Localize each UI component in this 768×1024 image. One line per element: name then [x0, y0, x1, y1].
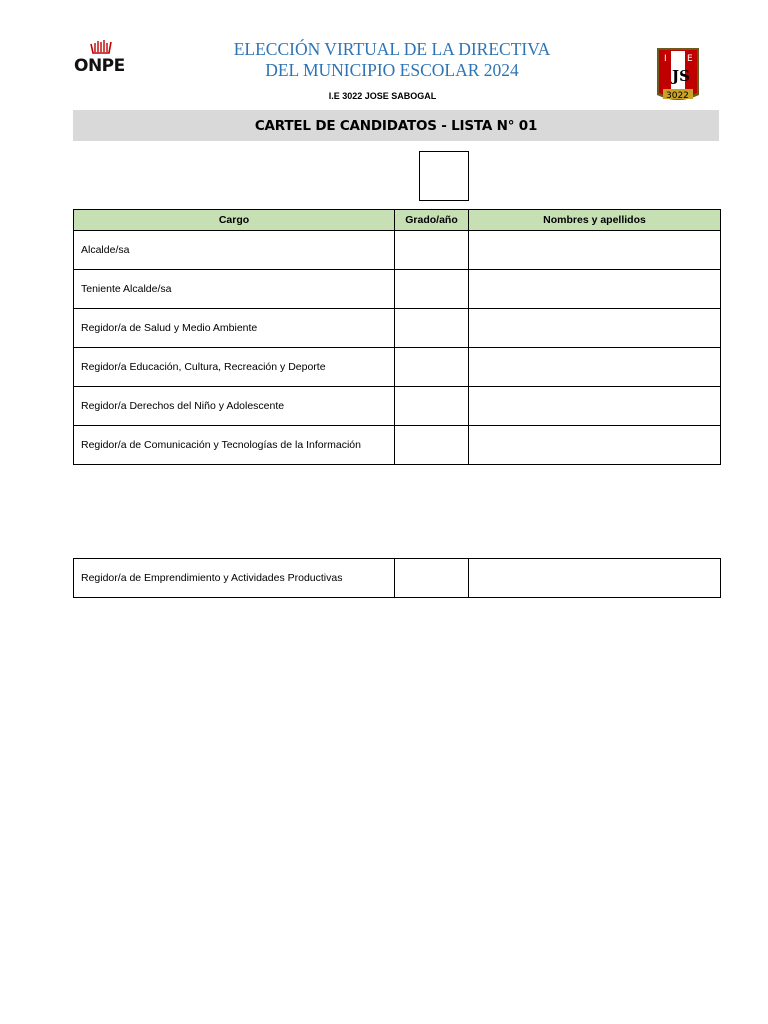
crest-year: 3022 [666, 91, 689, 101]
cargo-cell: Alcalde/sa [74, 231, 395, 270]
crest-letter-left: I [664, 54, 667, 64]
column-header-grado: Grado/año [395, 210, 469, 231]
grado-cell[interactable] [395, 426, 469, 465]
grado-cell[interactable] [395, 387, 469, 426]
onpe-wordmark: ONPE [74, 56, 125, 76]
candidates-table [73, 209, 721, 465]
nombres-cell[interactable] [469, 309, 721, 348]
table-row [74, 387, 721, 426]
raised-hands-icon [89, 38, 113, 54]
nombres-cell[interactable] [469, 387, 721, 426]
cargo-cell: Regidor/a Derechos del Niño y Adolescente [74, 387, 395, 426]
cargo-cell: Regidor/a de Salud y Medio Ambiente [74, 309, 395, 348]
table-row [74, 348, 721, 387]
cargo-cell: Regidor/a de Emprendimiento y Actividades Productivas [74, 559, 395, 598]
grado-cell[interactable] [395, 309, 469, 348]
candidates-table-continued [73, 558, 721, 598]
grado-cell[interactable] [395, 231, 469, 270]
crest-letter-right: E [687, 54, 693, 64]
document-title-line2: DEL MUNICIPIO ESCOLAR 2024 [265, 60, 519, 80]
grado-cell[interactable] [395, 270, 469, 309]
table-header-row [74, 210, 721, 231]
candidates-banner: CARTEL DE CANDIDATOS - LISTA N° 01 [73, 110, 719, 141]
column-header-nombres: Nombres y apellidos [469, 210, 721, 231]
cargo-cell: Regidor/a de Comunicación y Tecnologías de la Información [74, 426, 395, 465]
table-row [74, 270, 721, 309]
nombres-cell[interactable] [469, 231, 721, 270]
column-header-cargo: Cargo [74, 210, 395, 231]
table-row [74, 426, 721, 465]
nombres-cell[interactable] [469, 270, 721, 309]
table-row [74, 559, 721, 598]
nombres-cell[interactable] [469, 348, 721, 387]
cargo-cell: Regidor/a Educación, Cultura, Recreación y Deporte [74, 348, 395, 387]
document-title-line1: ELECCIÓN VIRTUAL DE LA DIRECTIVA [233, 39, 551, 59]
onpe-logo [74, 38, 128, 80]
school-name: I.E 3022 JOSE SABOGAL [328, 91, 437, 101]
grado-cell[interactable] [395, 348, 469, 387]
nombres-cell[interactable] [469, 559, 721, 598]
nombres-cell[interactable] [469, 426, 721, 465]
table-row [74, 231, 721, 270]
list-symbol-box [419, 151, 469, 201]
cargo-cell: Teniente Alcalde/sa [74, 270, 395, 309]
school-crest-icon [656, 47, 700, 103]
table-row [74, 309, 721, 348]
crest-monogram: JS [672, 67, 690, 85]
grado-cell[interactable] [395, 559, 469, 598]
